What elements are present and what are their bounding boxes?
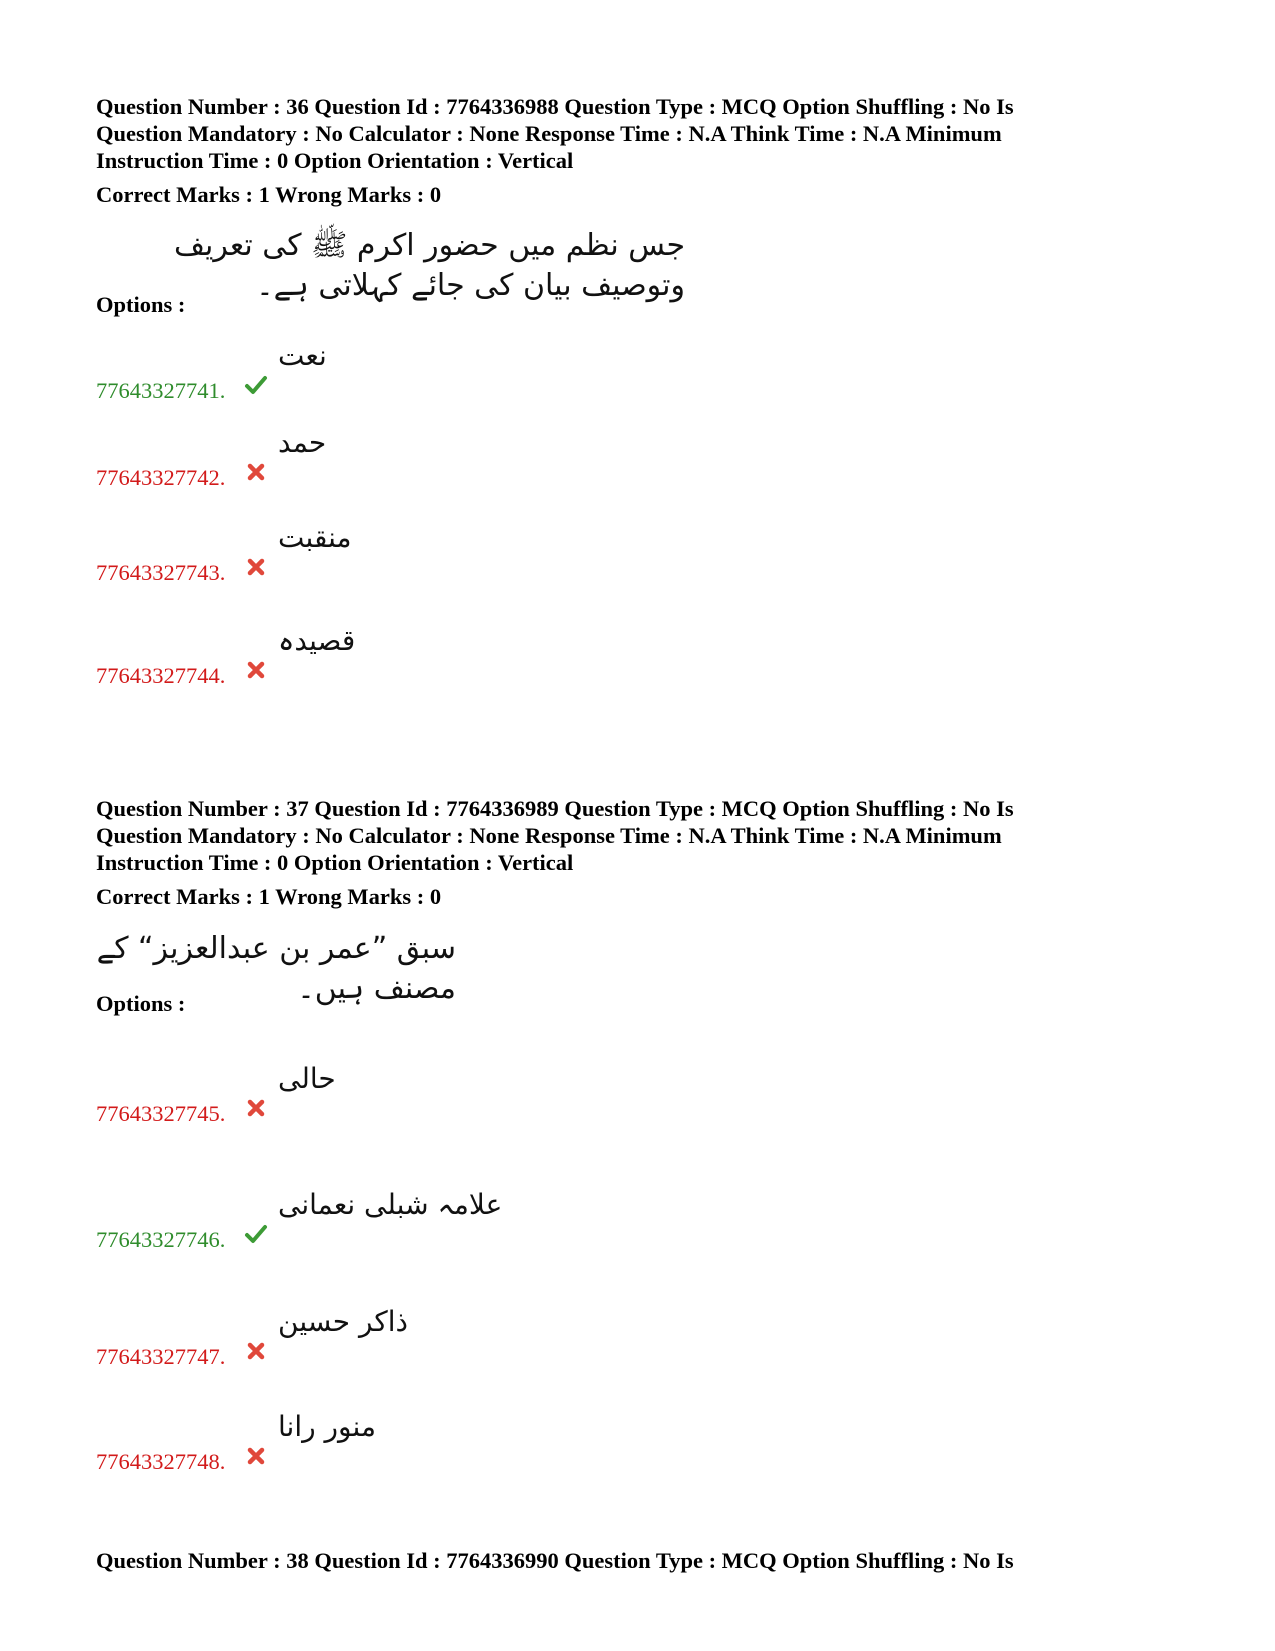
option-id: 77643327745. [96, 1101, 226, 1126]
question-38-header [96, 1547, 1014, 1574]
option-text: منور رانا [278, 1410, 376, 1443]
check-icon [244, 374, 268, 396]
option-id: 77643327743. [96, 560, 226, 585]
options-label: Options : [96, 991, 186, 1016]
option-id: 77643327747. [96, 1344, 226, 1369]
option-text: قصیدہ [278, 624, 356, 657]
option-id: 77643327748. [96, 1449, 226, 1474]
question-marks: Correct Marks : 1 Wrong Marks : 0 [96, 182, 442, 207]
question-36-text: جس نظم میں حضور اکرم ﷺ کی تعریف وتوصیف بیان کی جائے کہلاتی ہے۔ [173, 228, 685, 303]
question-meta: Question Number : 36 Question Id : 7764336988 Question Type : MCQ Option Shuffling : No Is Question Mandatory : No Calculator : None Response Time : N.A Think Time : N.A Minimum Instruction Time : 0 Option Orientation : Vertical [96, 94, 1014, 173]
option-id: 77643327742. [96, 465, 226, 490]
options-label: Options : [96, 292, 186, 317]
option-text: ذاکر حسین [278, 1305, 408, 1338]
cross-icon [244, 461, 268, 483]
question-meta: Question Number : 37 Question Id : 7764336989 Question Type : MCQ Option Shuffling : No Is Question Mandatory : No Calculator : None Response Time : N.A Think Time : N.A Minimum Instruction Time : 0 Option Orientation : Vertical [96, 796, 1014, 875]
option-text: منقبت [278, 521, 352, 554]
question-marks: Correct Marks : 1 Wrong Marks : 0 [96, 884, 442, 909]
cross-icon [244, 1445, 268, 1467]
question-37-header [96, 795, 1196, 910]
question-meta: Question Number : 38 Question Id : 7764336990 Question Type : MCQ Option Shuffling : No Is [96, 1548, 1014, 1573]
option-id: 77643327744. [96, 663, 226, 688]
option-id: 77643327746. [96, 1227, 226, 1252]
cross-icon [244, 659, 268, 681]
cross-icon [244, 556, 268, 578]
question-37-text: سبق ”عمر بن عبدالعزیز“ کے مصنف ہیں۔ [96, 931, 456, 1006]
option-text: حالی [278, 1062, 336, 1095]
cross-icon [244, 1097, 268, 1119]
option-text: حمد [278, 426, 327, 459]
option-text: علامہ شبلی نعمانی [278, 1188, 503, 1221]
cross-icon [244, 1340, 268, 1362]
option-text: نعت [278, 339, 327, 372]
option-id: 77643327741. [96, 378, 226, 403]
check-icon [244, 1223, 268, 1245]
question-36-header [96, 93, 1196, 208]
